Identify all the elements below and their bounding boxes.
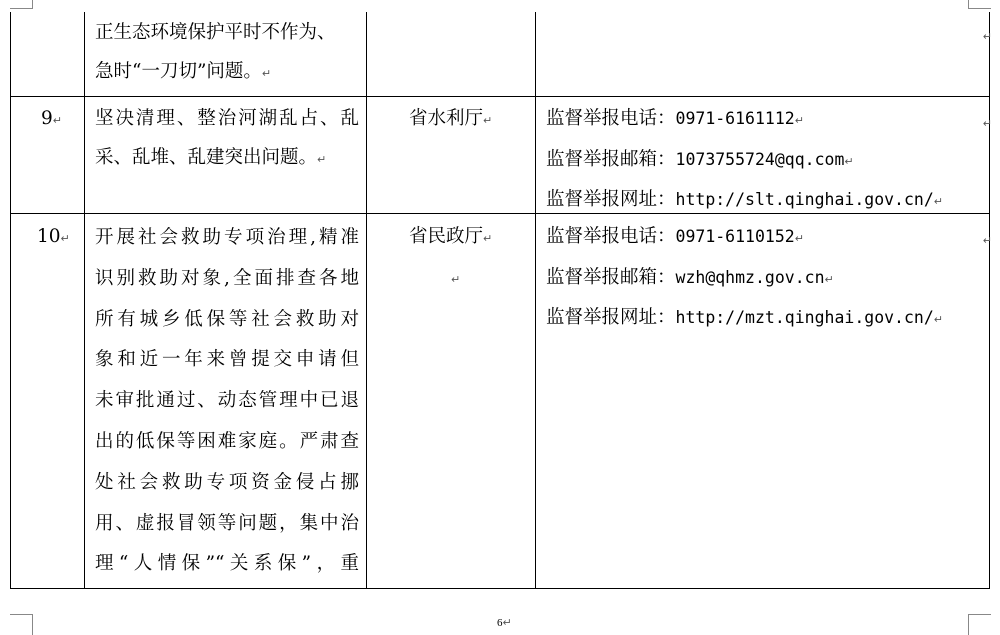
col-divider-1 <box>84 12 85 588</box>
row9-number: 9 <box>41 108 53 129</box>
paragraph-mark: ↵ <box>60 232 70 245</box>
row10-phone: 0971-6110152 <box>675 227 795 246</box>
paragraph-mark: ↵ <box>483 232 493 245</box>
crop-mark-top-left <box>10 0 33 9</box>
row10-dept-cell <box>409 218 492 299</box>
row10-dept: 省民政厅 <box>409 226 484 247</box>
row10-task-cell <box>95 218 359 585</box>
col-divider-3 <box>535 12 536 588</box>
row9-url-label: 监督举报网址： <box>546 189 676 210</box>
row9-task-line-2: 采、乱堆、乱建突出问题。 <box>95 146 318 168</box>
row9-email: 1073755724@qq.com <box>675 149 845 169</box>
row10-task-line-9: 理“人情保”“关系保”，重 <box>95 553 359 575</box>
row10-task-line-5: 未审批通过、动态管理中已退 <box>95 390 359 412</box>
crop-mark-bottom-left <box>10 614 33 635</box>
row9-url: http://slt.qinghai.gov.cn/ <box>675 190 934 209</box>
continued-task-cell <box>95 14 361 93</box>
paragraph-mark: ↵ <box>483 114 493 127</box>
row10-contact-cell <box>546 218 986 340</box>
paragraph-mark: ↵ <box>261 66 272 80</box>
row10-email-label: 监督举报邮箱： <box>546 266 676 288</box>
row9-contact-cell <box>546 100 986 222</box>
row10-phone-label: 监督举报电话： <box>546 226 676 247</box>
col-divider-2 <box>366 12 367 588</box>
paragraph-mark: ↵ <box>844 154 854 168</box>
row-end-mark: ↵ <box>982 117 992 130</box>
row10-number-cell <box>37 218 70 259</box>
crop-mark-top-right <box>968 0 991 9</box>
paragraph-mark: ↵ <box>933 313 944 326</box>
row10-task-line-8: 用、虚报冒领等问题，集中治 <box>95 512 359 534</box>
page-number <box>497 616 512 629</box>
row10-task-line-2: 识别救助对象,全面排查各地 <box>95 267 359 289</box>
row9-task-cell <box>95 100 359 179</box>
row9-dept: 省水利厅 <box>409 108 484 129</box>
row9-phone: 0971-6161112 <box>675 109 795 128</box>
paragraph-mark: ↵ <box>794 114 804 127</box>
row10-task-line-7: 处社会救助专项资金侵占挪 <box>95 471 359 493</box>
paragraph-mark: ↵ <box>52 114 62 127</box>
paragraph-mark: ↵ <box>794 232 804 245</box>
row9-phone-label: 监督举报电话： <box>546 108 676 129</box>
row-end-mark: ↵ <box>982 30 992 43</box>
row9-task-line-1: 坚决清理、整治河湖乱占、乱 <box>95 108 359 129</box>
row10-task-line-6: 出的低保等困难家庭。严肃查 <box>95 430 359 452</box>
row9-number-cell <box>41 100 62 141</box>
row10-task-line-1: 开展社会救助专项治理,精准 <box>95 227 359 248</box>
continued-task-line-1: 正生态环境保护平时不作为、 <box>95 22 336 43</box>
row-divider-1 <box>11 96 989 97</box>
row10-task-line-4: 象和近一年来曾提交申请但 <box>95 349 359 371</box>
row9-dept-cell <box>409 100 492 141</box>
supervision-table <box>10 12 990 589</box>
page-number-text: 6 <box>497 617 503 629</box>
row9-email-label: 监督举报邮箱： <box>546 148 676 170</box>
continued-task-line-2: 急时“一刀切”问题。 <box>95 60 262 82</box>
row-end-mark: ↵ <box>982 234 992 247</box>
paragraph-mark: ↵ <box>502 616 512 629</box>
row10-url-label: 监督举报网址： <box>546 307 676 328</box>
paragraph-mark: ↵ <box>933 195 944 208</box>
paragraph-mark: ↵ <box>317 152 327 166</box>
paragraph-mark: ↵ <box>824 272 834 286</box>
row10-url: http://mzt.qinghai.gov.cn/ <box>675 308 934 327</box>
crop-mark-bottom-right <box>968 614 991 635</box>
row10-email: wzh@qhmz.gov.cn <box>675 267 825 287</box>
row10-number: 10 <box>37 226 61 247</box>
row10-task-line-3: 所有城乡低保等社会救助对 <box>95 308 359 330</box>
paragraph-mark: ↵ <box>451 272 461 286</box>
